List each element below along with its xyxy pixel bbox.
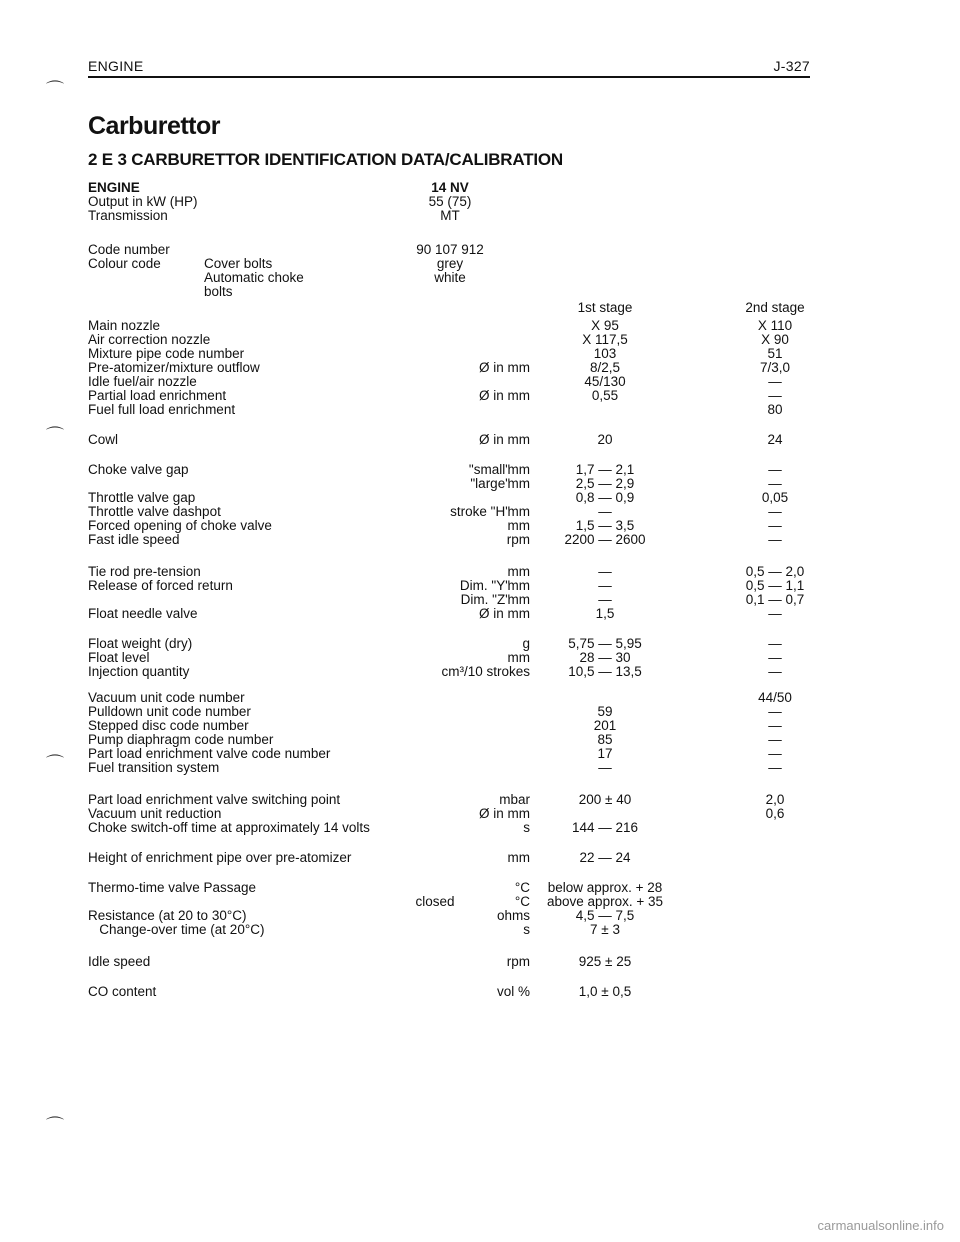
stage-2-value: — — [768, 650, 782, 665]
stage-2-value: — — [768, 636, 782, 651]
stage-1-value: 7 ± 3 — [590, 922, 620, 937]
stage-2-value: X 110 — [757, 318, 793, 333]
punch-mark: ⌒ — [46, 426, 64, 446]
stage-1-value: 0,8 — 0,9 — [575, 490, 635, 505]
row-label: Air correction nozzle — [88, 332, 211, 347]
row-unit: mm — [507, 476, 530, 491]
row-unit: °C — [514, 894, 530, 909]
row-unit: s — [523, 922, 530, 937]
row-label: Part load enrichment valve code number — [88, 746, 331, 761]
row-label: Pre-atomizer/mixture outflow — [88, 360, 260, 375]
stage-2-value: — — [768, 476, 782, 491]
stage-1-value: 10,5 — 13,5 — [568, 664, 642, 679]
stage-1-value: 103 — [593, 346, 617, 361]
row-unit: rpm — [506, 954, 530, 969]
row-unit: mm — [507, 518, 530, 533]
watermark-text: carmanualsonline.info — [817, 1218, 944, 1233]
stage-2-value: 44/50 — [758, 690, 792, 705]
section-heading: ENGINE — [88, 58, 144, 74]
stage-2-value: 0,5 — 1,1 — [745, 578, 805, 593]
row-qualifier: Dim. "Y" — [459, 578, 510, 593]
stage-2-value: 7/3,0 — [759, 360, 791, 375]
row-unit: mbar — [499, 792, 530, 807]
stage-2-value: — — [768, 746, 782, 761]
row-unit: rpm — [506, 532, 530, 547]
table-row — [0, 664, 960, 680]
row-unit: mm — [507, 850, 530, 865]
stage-1-value: 2,5 — 2,9 — [575, 476, 635, 491]
row-label: Height of enrichment pipe over pre-atomizer — [88, 850, 352, 865]
bolts-label: bolts — [204, 284, 233, 299]
stage-1-value: 925 ± 25 — [578, 954, 632, 969]
row-label: Main nozzle — [88, 318, 161, 333]
row-label: Cowl — [88, 432, 119, 447]
stage-1-value: X 117,5 — [582, 332, 628, 347]
punch-mark: ⌒ — [46, 754, 64, 774]
row-qualifier: stroke "H" — [450, 504, 510, 519]
stage-1-value: 20 — [597, 432, 613, 447]
stage-1-value: 8/2,5 — [589, 360, 621, 375]
stage-1-value: 200 ± 40 — [578, 792, 632, 807]
colour-label: Colour code — [88, 256, 161, 271]
stage-2-value: — — [768, 462, 782, 477]
header-rule — [88, 76, 810, 78]
stage-2-value: 24 — [767, 432, 783, 447]
stage-2-value: 2,0 — [765, 792, 785, 807]
stage-1-value: 1,5 — [595, 606, 615, 621]
row-label: Fuel full load enrichment — [88, 402, 236, 417]
stage-1-value: — — [598, 504, 612, 519]
stage-2-value: 80 — [767, 402, 783, 417]
stage-1-value: 85 — [597, 732, 613, 747]
row-unit: mm — [507, 462, 530, 477]
stage-1-value: above approx. + 35 — [547, 894, 663, 909]
row-unit: mm — [507, 650, 530, 665]
stage-1-value: below approx. + 28 — [547, 880, 663, 895]
row-label: Vacuum unit code number — [88, 690, 245, 705]
table-row — [0, 532, 960, 548]
stage-2-value: — — [768, 606, 782, 621]
row-label: Idle fuel/air nozzle — [88, 374, 197, 389]
stage-1-value: — — [598, 578, 612, 593]
stage-1-value: X 95 — [591, 318, 619, 333]
stage-1-value: 17 — [597, 746, 613, 761]
row-unit: cm³/10 strokes — [441, 664, 530, 679]
stage-2-value: — — [768, 718, 782, 733]
section-subtitle: 2 E 3 CARBURETTOR IDENTIFICATION DATA/CALIBRATION — [88, 150, 564, 169]
row-label: Partial load enrichment — [88, 388, 227, 403]
output-label: Output in kW (HP) — [88, 194, 198, 209]
stage-1-value: 144 — 216 — [571, 820, 639, 835]
row-unit: vol % — [496, 984, 530, 999]
row-unit: s — [523, 820, 530, 835]
row-unit: Ø in mm — [478, 806, 530, 821]
automatic-choke-value: white — [434, 270, 466, 285]
row-label: Injection quantity — [88, 664, 190, 679]
row-label: Fuel transition system — [88, 760, 220, 775]
stage-2-value: 51 — [767, 346, 783, 361]
row-unit: mm — [507, 592, 530, 607]
row-label: Choke switch-off time at approximately 14 volts — [88, 820, 370, 835]
row-unit: mm — [507, 504, 530, 519]
stage-1-value: 0,55 — [591, 388, 619, 403]
stage-2-value: — — [768, 704, 782, 719]
cover-bolts-label: Cover bolts — [204, 256, 273, 271]
row-label: Release of forced return — [88, 578, 233, 593]
engine-label: ENGINE — [88, 180, 140, 195]
row-label: Float needle valve — [88, 606, 198, 621]
row-label: Tie rod pre-tension — [88, 564, 201, 579]
table-row — [0, 820, 960, 836]
stage-header-row — [0, 300, 960, 316]
stage-1-value: 1,7 — 2,1 — [575, 462, 635, 477]
transmission-value: MT — [440, 208, 460, 223]
stage-2-value: 0,1 — 0,7 — [745, 592, 805, 607]
row-unit: g — [522, 636, 530, 651]
stage-1-header: 1st stage — [577, 300, 633, 315]
stage-2-value: — — [768, 504, 782, 519]
table-row — [0, 760, 960, 776]
row-label: Stepped disc code number — [88, 718, 249, 733]
stage-2-value: — — [768, 732, 782, 747]
row-label: CO content — [88, 984, 157, 999]
stage-1-value: 1,5 — 3,5 — [575, 518, 635, 533]
row-unit: ohms — [496, 908, 530, 923]
stage-2-value: — — [768, 518, 782, 533]
row-label: Forced opening of choke valve — [88, 518, 272, 533]
row-qualifier: "large" — [470, 476, 510, 491]
row-unit: Ø in mm — [478, 388, 530, 403]
page-title: Carburettor — [88, 112, 221, 140]
table-row — [0, 402, 960, 418]
table-row — [0, 954, 960, 970]
table-row — [0, 606, 960, 622]
table-row — [0, 432, 960, 448]
stage-2-value: — — [768, 388, 782, 403]
row-label: Idle speed — [88, 954, 151, 969]
row-unit: °C — [514, 880, 530, 895]
row-qualifier: closed — [415, 894, 455, 909]
code-label: Code number — [88, 242, 170, 257]
stage-1-value: 2200 — 2600 — [564, 532, 646, 547]
stage-2-value: — — [768, 532, 782, 547]
code-value: 90 107 912 — [416, 242, 484, 257]
stage-1-value: — — [598, 564, 612, 579]
stage-1-value: 201 — [593, 718, 617, 733]
stage-2-value: 0,5 — 2,0 — [745, 564, 805, 579]
stage-1-value: 28 — 30 — [579, 650, 631, 665]
row-unit: mm — [507, 564, 530, 579]
row-unit: mm — [507, 578, 530, 593]
row-unit: Ø in mm — [478, 432, 530, 447]
table-row — [0, 984, 960, 1000]
row-label: Choke valve gap — [88, 462, 189, 477]
stage-1-value: 4,5 — 7,5 — [575, 908, 635, 923]
stage-2-value: X 90 — [761, 332, 789, 347]
output-value: 55 (75) — [428, 194, 472, 209]
cover-bolts-value: grey — [436, 256, 464, 271]
row-label: Part load enrichment valve switching point — [88, 792, 341, 807]
row-label: Resistance (at 20 to 30°C) — [88, 908, 247, 923]
row-label: Vacuum unit reduction — [88, 806, 222, 821]
row-label: Throttle valve gap — [88, 490, 196, 505]
stage-1-value: 22 — 24 — [579, 850, 631, 865]
row-label: Pulldown unit code number — [88, 704, 251, 719]
row-label: Mixture pipe code number — [88, 346, 245, 361]
row-label: Float level — [88, 650, 150, 665]
row-qualifier: Dim. "Z" — [460, 592, 510, 607]
automatic-choke-label: Automatic choke — [204, 270, 304, 285]
stage-2-value: — — [768, 664, 782, 679]
row-label: Float weight (dry) — [88, 636, 193, 651]
stage-1-value: 59 — [597, 704, 613, 719]
stage-2-value: — — [768, 760, 782, 775]
row-label: Fast idle speed — [88, 532, 180, 547]
info-row-bolts — [0, 284, 960, 300]
row-unit: Ø in mm — [478, 606, 530, 621]
row-label: Throttle valve dashpot — [88, 504, 221, 519]
engine-value: 14 NV — [431, 180, 469, 195]
punch-mark: ⌒ — [46, 1116, 64, 1136]
stage-1-value: 1,0 ± 0,5 — [578, 984, 632, 999]
stage-1-value: 5,75 — 5,95 — [568, 636, 642, 651]
stage-1-value: 45/130 — [584, 374, 626, 389]
row-qualifier: "small" — [468, 462, 510, 477]
page-number: J-327 — [773, 58, 810, 74]
stage-2-header: 2nd stage — [745, 300, 805, 315]
row-unit: Ø in mm — [478, 360, 530, 375]
stage-2-value: — — [768, 374, 782, 389]
row-label: Change-over time (at 20°C) — [88, 922, 265, 937]
stage-2-value: 0,6 — [765, 806, 785, 821]
stage-1-value: — — [598, 760, 612, 775]
punch-mark: ⌒ — [46, 80, 64, 100]
row-label: Thermo-time valve Passage — [88, 880, 257, 895]
transmission-label: Transmission — [88, 208, 168, 223]
row-label: Pump diaphragm code number — [88, 732, 274, 747]
info-row-transmission — [0, 208, 960, 224]
table-row — [0, 850, 960, 866]
table-row — [0, 922, 960, 938]
stage-1-value: — — [598, 592, 612, 607]
stage-2-value: 0,05 — [761, 490, 789, 505]
